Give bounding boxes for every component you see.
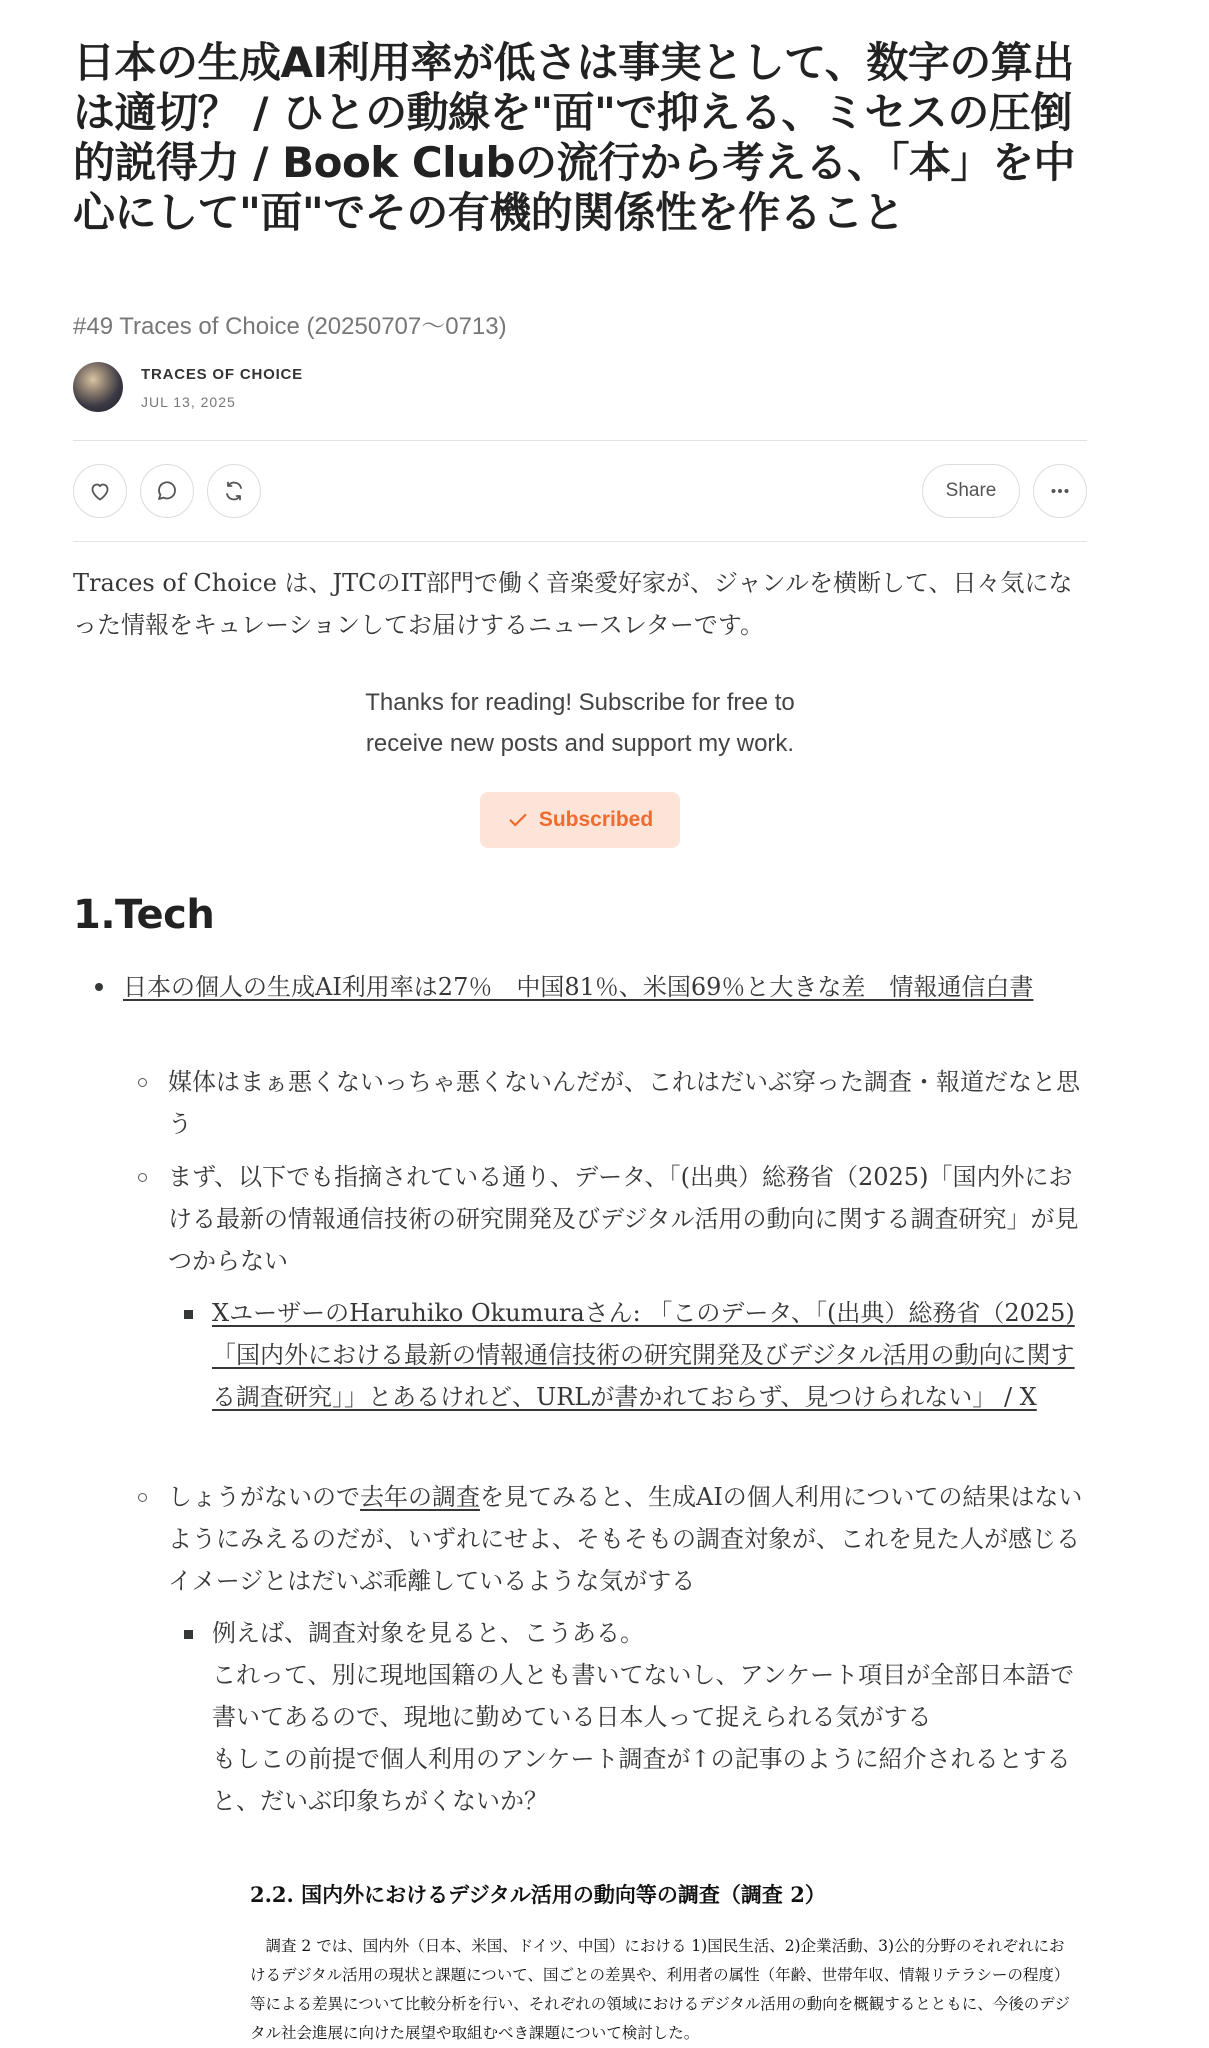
embedded-document-image	[250, 1880, 1070, 2048]
subscribed-label: Subscribed	[538, 808, 654, 831]
more-button[interactable]	[1033, 464, 1087, 518]
list-item-1-3	[168, 1476, 1093, 1602]
comment-button[interactable]	[140, 464, 194, 518]
sub3-item-line1: 例えば、調査対象を見ると、こうある。	[212, 1619, 644, 1647]
ellipsis-icon	[1048, 479, 1072, 503]
subscribed-button[interactable]	[480, 792, 680, 848]
list-item-1-1: 媒体はまぁ悪くないっちゃ悪くないんだが、これはだいぶ穿った調査・報道だなと思う	[168, 1068, 1080, 1138]
heart-icon	[88, 479, 112, 503]
last-year-survey-link[interactable]: 去年の調査	[360, 1483, 480, 1511]
list-item-1-3-1	[212, 1612, 1092, 1822]
subscribe-text-line2: receive new posts and support my work.	[365, 730, 795, 757]
list-item-1-2-1	[212, 1292, 1092, 1418]
bullet-disc	[95, 983, 103, 991]
sub3-suffix: を見てみると、生成AIの個人利用についての結果はないようにみえるのだが、いずれにせよ、そもそもの調査対象が、これを見た人が感じるイメージとはだいぶ乖離しているような気がする	[168, 1483, 1083, 1595]
embed-body: 調査 2 では、国内外（日本、米国、ドイツ、中国）における 1)国民生活、2)企業活動、3)公的分野のそれぞれにおけるデジタル活用の現状と課題について、国ごとの差異や、利用者の属性（年齢、世帯年収、情報リテラシーの程度）等による差異について比較分析を行い、それぞれの領域におけるデジタル活用の動向を概観するとともに、今後のデジタル社会進展に向けた展望や取組むべき課題について検討した。	[250, 1937, 1070, 2042]
sub3-item-line2: これって、別に現地国籍の人とも書いてないし、アンケート項目が全部日本語で書いてあるので、現地に勤めている日本人って捉えられる気がする	[212, 1661, 1075, 1731]
like-button[interactable]	[73, 464, 127, 518]
list-item-1	[123, 966, 1087, 1008]
comment-icon	[155, 479, 179, 503]
section-heading: 1.Tech	[73, 892, 215, 938]
share-button[interactable]: Share	[922, 464, 1020, 518]
post-title: 日本の生成AI利用率が低さは事実として、数字の算出は適切？ / ひとの動線を"面"で抑える、ミセスの圧倒的説得力 / Book Clubの流行から考える、「本」を中心にして"面"でその有機的関係性を作ること	[73, 38, 1076, 237]
sub3-prefix: しょうがないので	[168, 1483, 360, 1511]
bullet-circle	[138, 1173, 147, 1182]
list-item-1-2: まず、以下でも指摘されている通り、データ、「(出典）総務省（2025)「国内外における最新の情報通信技術の研究開発及びデジタル活用の動向に関する調査研究」が見つからない	[168, 1163, 1079, 1275]
bullet-square	[184, 1630, 193, 1639]
article-link[interactable]: 日本の個人の生成AI利用率は27％ 中国81％、米国69％と大きな差 情報通信白書	[123, 973, 1034, 1001]
bullet-square	[184, 1310, 193, 1319]
intro-paragraph: Traces of Choice は、JTCのIT部門で働く音楽愛好家が、ジャンルを横断して、日々気になった情報をキュレーションしてお届けするニュースレターです。	[73, 569, 1073, 639]
sub3-item-line3: もしこの前提で個人利用のアンケート調査が↑の記事のように紹介されるとすると、だいぶ印象ちがくないか？	[212, 1745, 1071, 1815]
restack-icon	[222, 479, 246, 503]
subscribe-text-line1: Thanks for reading! Subscribe for free to	[365, 689, 795, 716]
divider-top	[73, 440, 1087, 441]
avatar[interactable]	[73, 362, 123, 412]
subscribe-prompt	[303, 682, 857, 764]
post-subtitle: #49 Traces of Choice (20250707〜0713)	[73, 313, 507, 340]
bullet-circle	[138, 1493, 147, 1502]
author-name[interactable]: TRACES OF CHOICE	[141, 366, 303, 383]
divider-bottom	[73, 541, 1087, 542]
post-date: JUL 13, 2025	[141, 394, 236, 410]
x-post-link[interactable]: XユーザーのHaruhiko Okumuraさん: 「このデータ、「(出典）総務省（2025)「国内外における最新の情報通信技術の研究開発及びデジタル活用の動向に関する調査研究」」とあるけれど、URLが書かれておらず、見つけられない」 / X	[212, 1299, 1075, 1411]
bullet-circle	[138, 1078, 147, 1087]
restack-button[interactable]	[207, 464, 261, 518]
embed-heading: 2.2. 国内外におけるデジタル活用の動向等の調査（調査 2）	[250, 1882, 826, 1907]
checkmark-icon	[507, 809, 529, 831]
